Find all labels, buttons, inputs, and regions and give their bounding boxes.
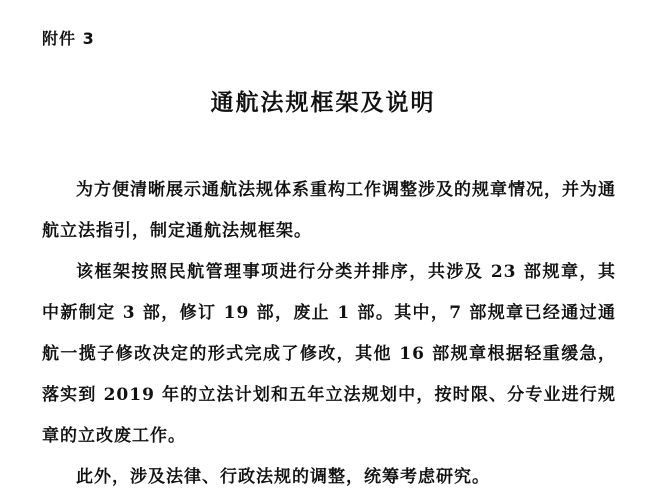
document-body xyxy=(42,170,616,498)
paragraph-additional: 此外，涉及法律、行政法规的调整，统筹考虑研究。 xyxy=(76,467,490,487)
paragraph-purpose: 为方便清晰展示通航法规体系重构工作调整涉及的规章情况，并为通航立法指引，制定通航法规框架。 xyxy=(42,180,616,241)
attachment-label: 附件 3 xyxy=(42,29,95,48)
paragraph-framework: 该框架按照民航管理事项进行分类并排序，共涉及 23 部规章，其中新制定 3 部，修订 19 部，废止 1 部。其中，7 部规章已经通过通航一揽子修改决定的形式完成了修改，其他 16 部规章根据轻重缓急，落实到 2019 年的立法计划和五年立法规划中，按时限、分专业进行规章的立改废工作。 xyxy=(42,262,616,446)
page-title: 通航法规框架及说明 xyxy=(210,90,436,116)
